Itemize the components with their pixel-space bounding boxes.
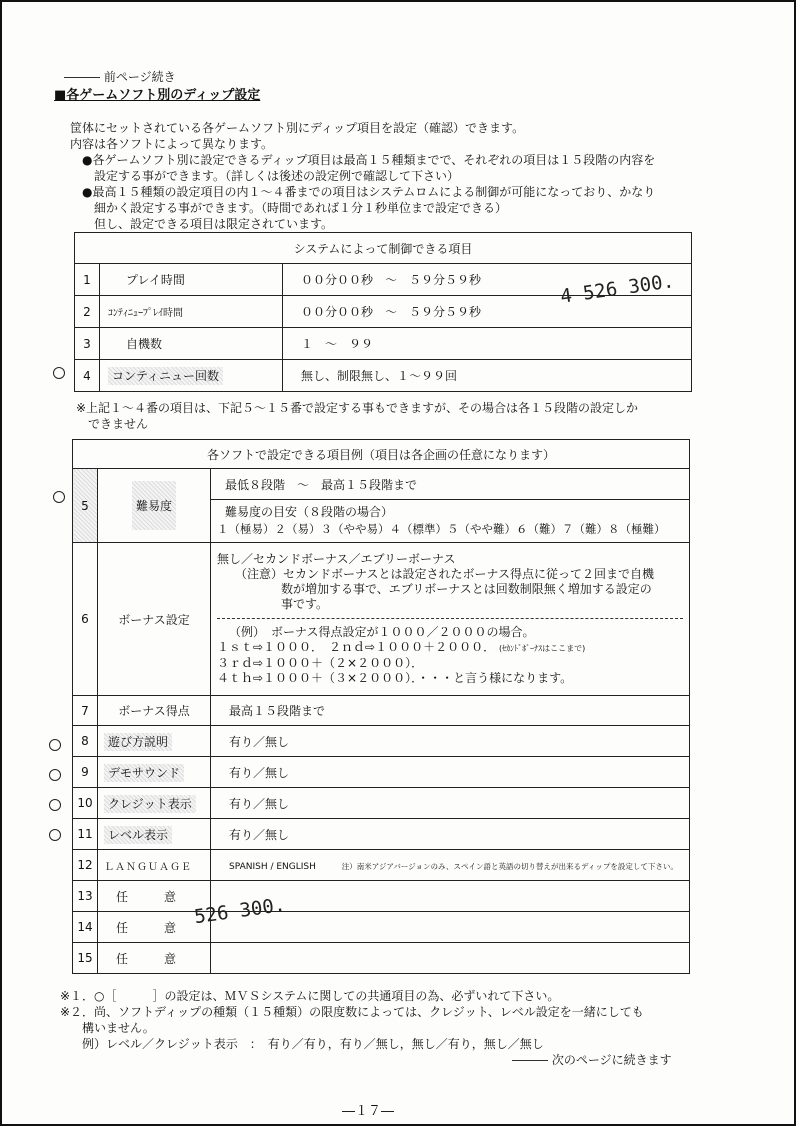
item-name: 遊び方説明 <box>104 733 172 751</box>
item-value: 最高１５段階まで <box>211 696 690 726</box>
row-number: 8 <box>73 726 98 757</box>
row-number: 6 <box>73 543 98 696</box>
row-number: 2 <box>75 296 100 328</box>
row-number: 15 <box>73 943 98 974</box>
bonus-example-line: （例） ボーナス得点設定が１０００／２０００の場合。 <box>229 625 535 639</box>
intro-line: ●各ゲームソフト別に設定できるディップ項目は最高１５種類までで、それぞれの項目は１５段階の内容を <box>82 153 656 167</box>
item-value: 無し、制限無し、１～９９回 <box>283 360 692 392</box>
item-name: ボーナス設定 <box>98 543 211 696</box>
intro-line: 設定する事ができます。（詳しくは後述の設定例で確認して下さい） <box>94 169 460 183</box>
item-value: 有り／無し <box>211 788 690 819</box>
intro-text <box>70 120 655 232</box>
difficulty-guide: １（極易）２（易）３（やや易）４（標準）５（やや難）６（難）７（難）８（極難） <box>217 522 666 536</box>
item-value: ００分００秒 ～ ５９分５９秒 <box>283 296 692 328</box>
row-number: 1 <box>75 264 100 296</box>
footer-notes <box>60 988 672 1068</box>
note-line: できません <box>88 417 149 431</box>
table-row <box>73 757 690 788</box>
bonus-line: 数が増加する事で、エブリボーナスとは回数制限無く増加する設定の <box>281 582 652 596</box>
bonus-line: （注意）セカンドボーナスとは設定されたボーナス得点に従って２回まで自機 <box>235 567 655 581</box>
footer-line: ――― 次のページに続きます <box>512 1053 672 1067</box>
item-name: コンティニュー回数 <box>108 367 223 385</box>
note-text <box>76 400 638 432</box>
table-row <box>73 696 690 726</box>
row-number: 12 <box>73 850 98 881</box>
item-name: ｺﾝﾃｨﾆｭｰﾌﾟﾚｲ時間 <box>100 296 283 328</box>
circle-mark-icon <box>49 799 61 811</box>
item-name: 任 意 <box>98 881 211 912</box>
item-name: デモサウンド <box>104 764 184 782</box>
table-header: 各ソフトで設定できる項目例（項目は各企画の任意になります） <box>73 440 690 469</box>
table-row <box>73 819 690 850</box>
row-number: 10 <box>73 788 98 819</box>
row-number: 9 <box>73 757 98 788</box>
note-line: ※上記１～４番の項目は、下記５～１５番で設定する事もできますが、その場合は各１５段階の設定しか <box>76 401 639 415</box>
footer-line: 構いません。 <box>82 1021 155 1035</box>
item-value: 有り／無し <box>211 819 690 850</box>
footer-line: ※２．尚、ソフトディップの種類（１５種類）の限度数によっては、クレジット、レベル設定を一緒にしても <box>60 1005 644 1019</box>
item-name: 難易度 <box>132 481 176 530</box>
section-title: ■各ゲームソフト別のディップ設定 <box>54 88 261 103</box>
table-row <box>73 850 690 881</box>
item-name: ＬＡＮＧＵＡＧＥ <box>98 850 211 881</box>
item-value: １ ～ ９９ <box>283 328 692 360</box>
item-value: 有り／無し <box>211 757 690 788</box>
table-row <box>73 881 690 912</box>
item-name: クレジット表示 <box>104 795 196 813</box>
table-row <box>75 360 692 392</box>
dashed-divider <box>217 618 683 619</box>
circle-mark-icon <box>49 769 61 781</box>
footer-line: ※１．○［ ］の設定は、ＭＶＳシステムに関しての共通項目の為、必ずいれて下さい。 <box>60 989 560 1003</box>
item-value: 最低８段階 ～ 最高１５段階まで <box>211 469 690 500</box>
footer-line: 例）レベル／クレジット表示 ： 有り／有り，有り／無し，無し／有り，無し／無し <box>82 1037 544 1051</box>
bonus-example-line: ３ｒｄ⇨１０００＋（２×２０００）． <box>217 656 424 670</box>
second-bonus-note: (ｾｶﾝﾄﾞﾎﾞｰﾅｽはここまで) <box>498 644 586 653</box>
number-stamp: 4 526 300. <box>559 270 676 308</box>
item-name: レベル表示 <box>104 826 172 844</box>
table-row <box>73 943 690 974</box>
item-value: 有り／無し <box>211 726 690 757</box>
row-number: 5 <box>73 469 98 543</box>
intro-line: 内容は各ソフトによって異なります。 <box>70 137 274 151</box>
table-row <box>73 912 690 943</box>
table-row <box>73 469 690 500</box>
item-value: SPANISH / ENGLISH <box>229 862 316 872</box>
bonus-example-line: １ｓｔ⇨１０００． ２ｎｄ⇨１０００＋２０００． (ｾｶﾝﾄﾞﾎﾞｰﾅｽはここまで) <box>217 640 586 654</box>
bonus-line: 無し／セカンドボーナス／エブリーボーナス <box>217 552 456 566</box>
item-name: ボーナス得点 <box>98 696 211 726</box>
table-row <box>73 788 690 819</box>
item-name: 自機数 <box>100 328 283 360</box>
intro-line: ●最高１５種類の設定項目の内１～４番までの項目はシステムロムによる制御が可能になっており、かなり <box>82 185 656 199</box>
number-stamp: 526 300. <box>192 893 287 929</box>
intro-line: 但し、設定できる項目は限定されています。 <box>94 217 334 231</box>
software-items-table <box>72 439 690 974</box>
bonus-example-line: ４ｔｈ⇨１０００＋（３×２０００）．・・・と言う様になります。 <box>217 671 573 685</box>
circle-mark-icon <box>53 367 65 379</box>
intro-line: 細かく設定する事ができます。（時間であれば１分１秒単位まで設定できる） <box>94 201 508 215</box>
circle-mark-icon <box>49 829 61 841</box>
item-name: プレイ時間 <box>100 264 283 296</box>
table-header: システムによって制御できる項目 <box>75 233 692 264</box>
intro-line: 筐体にセットされている各ゲームソフト別にディップ項目を設定（確認）できます。 <box>70 121 525 135</box>
row-number: 3 <box>75 328 100 360</box>
language-note: 注）南米アジアバージョンのみ、スペイン語と英語の切り替えが出来るディップを設定して下さい。 <box>341 862 678 871</box>
row-number: 7 <box>73 696 98 726</box>
bonus-line: 事です。 <box>281 597 329 611</box>
row-number: 14 <box>73 912 98 943</box>
difficulty-guide-title: 難易度の目安（８段階の場合） <box>225 505 394 519</box>
circle-mark-icon <box>53 491 65 503</box>
circle-mark-icon <box>49 739 61 751</box>
item-value: ００分００秒 ～ ５９分５９秒 <box>283 264 692 296</box>
table-row <box>73 726 690 757</box>
item-name: 任 意 <box>98 912 211 943</box>
table-row <box>73 543 690 696</box>
page-number: ―１７― <box>342 1104 395 1119</box>
item-value <box>211 912 690 943</box>
system-items-table <box>74 232 692 392</box>
continued-label: ――― 前ページ続き <box>64 70 176 84</box>
row-number: 11 <box>73 819 98 850</box>
table-row <box>75 328 692 360</box>
item-value <box>211 943 690 974</box>
row-number: 13 <box>73 881 98 912</box>
item-name: 任 意 <box>98 943 211 974</box>
row-number: 4 <box>75 360 100 392</box>
